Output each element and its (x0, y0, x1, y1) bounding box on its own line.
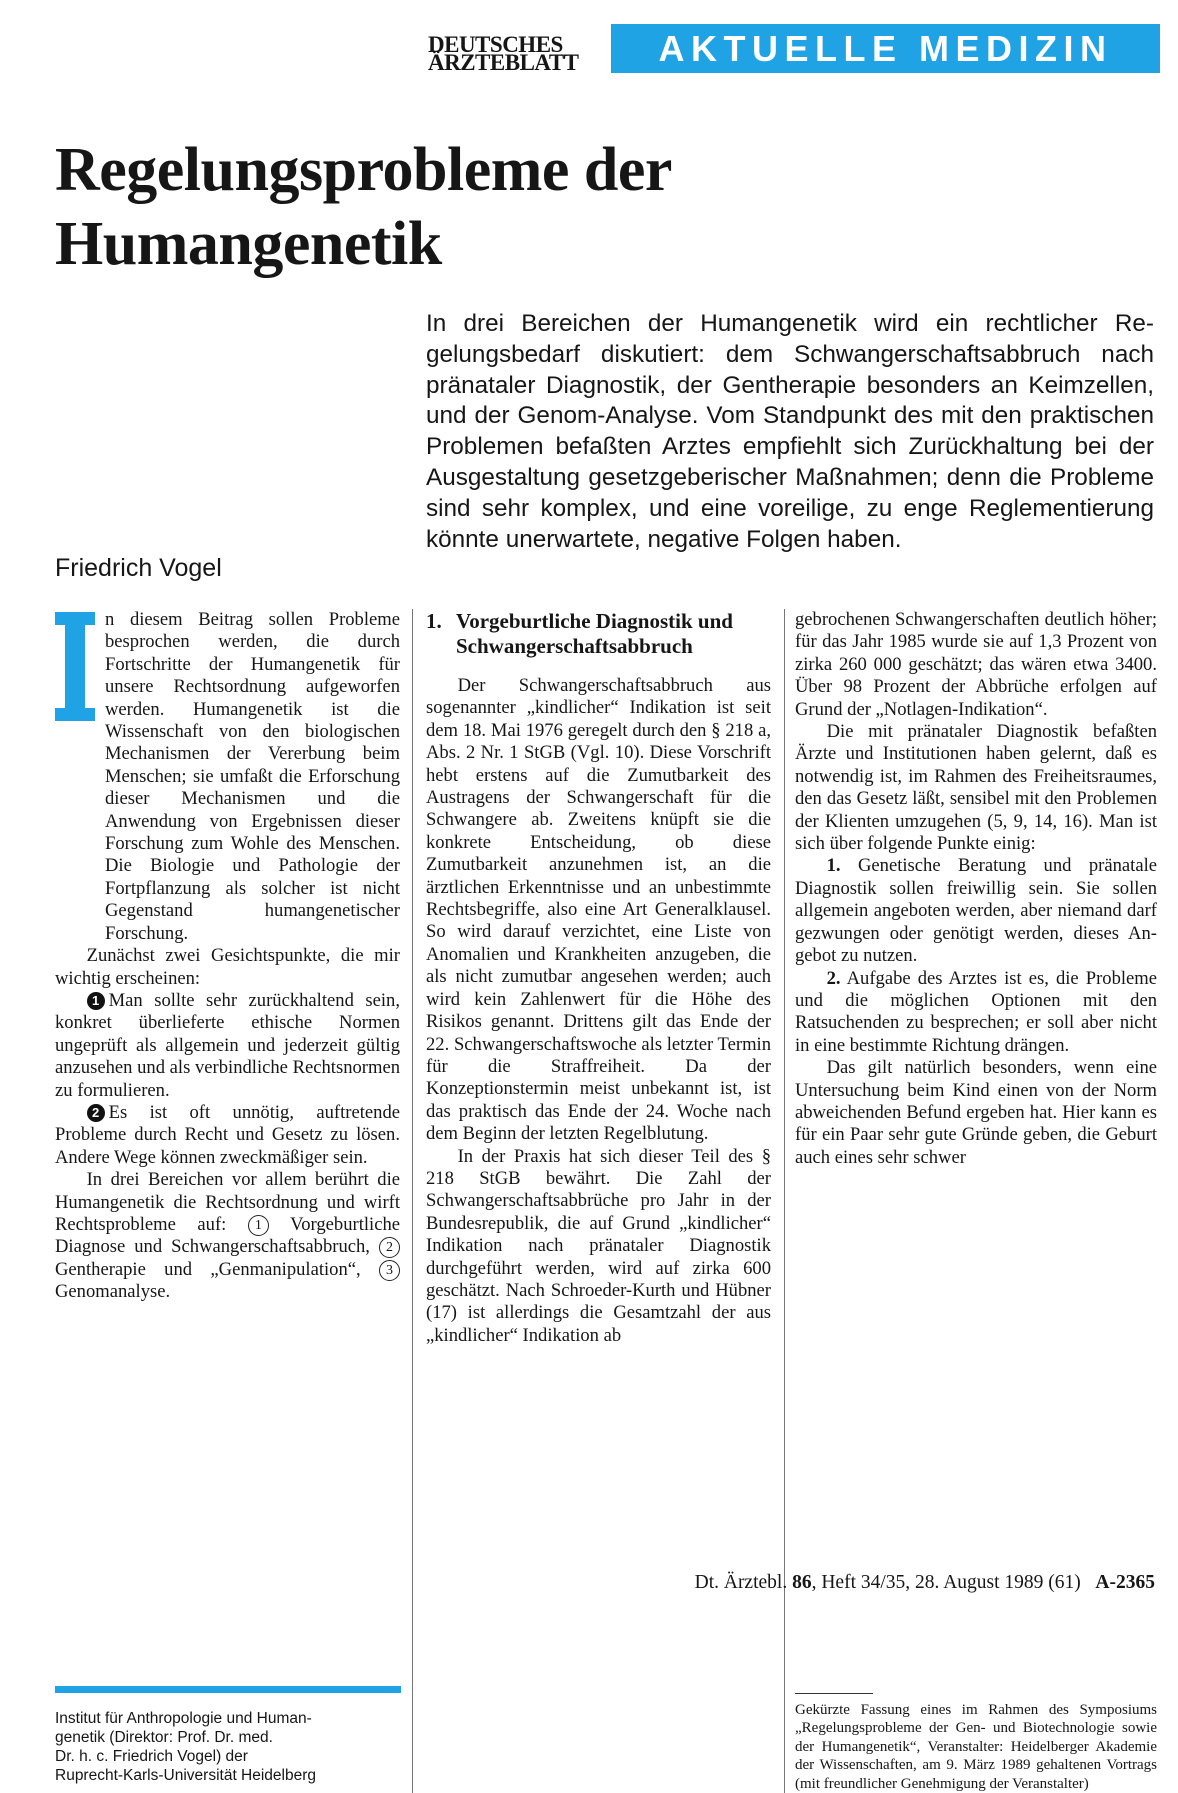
section-banner: AKTUELLE MEDIZIN (611, 24, 1160, 73)
col3-paragraph-1: gebrochenen Schwangerschaften deutlich höher; für das Jahr 1985 wurde sie auf 1,3 Prozent von zirka 260 000 geschätzt; das wären etwa 3400. Über 98 Prozent der Abbrüche erfolgen auf Grund der „Notlagen-Indikation“. (795, 609, 1157, 720)
article-column-3 (795, 609, 1157, 1169)
col3-point-1-number: 1. (826, 855, 841, 877)
col1-paragraph-3 (55, 1169, 400, 1303)
section-heading-text: Vorgeburtliche Diagnostik und Schwangerschaftsabbruch (456, 609, 733, 658)
page-title (55, 133, 1155, 281)
col3-point-2-text: Aufgabe des Arztes ist es, die Probleme und die möglichen Optionen mit den Ratsuchenden zu besprechen; er soll aber nicht in eine bestimmte Richtung drängen. (795, 967, 1158, 1056)
affiliation-line-4: Ruprecht-Karls-Universität Heidelberg (55, 1767, 317, 1784)
footer-journal: Dt. Ärztebl. (694, 1572, 788, 1593)
section-heading-number: 1. (426, 609, 442, 633)
author-name: Friedrich Vogel (55, 554, 222, 582)
article-column-2 (426, 609, 771, 1347)
footer-volume: 86 (792, 1572, 812, 1593)
circled-number-3: 3 (379, 1260, 400, 1281)
affiliation-line-1: Institut für Anthropologie und Human- (55, 1710, 312, 1727)
col3-point-2 (795, 968, 1157, 1058)
article-column-1 (55, 609, 400, 1304)
col2-paragraph-1: Der Schwangerschaftsabbruch aus sogenannter „kindlicher“ Indikation ist seit dem 18. Mai 1976 geregelt durch den § 218 a, Abs. 2 Nr. 1 StGB (Vgl. 10). Diese Vorschrift hebt erstens auf die Zumutbarkeit des Austragens der Schwangerschaft für die Schwangere ab. Zweitens knüpft sie die konkrete Entscheidung, ob diese Zumutbarkeit anzunehmen ist, an die ärztlichen Erkenntnisse und an unbestimmte Rechtsbegriffe, also eine Art Generalklausel. So wird darauf verzichtet, eine Liste von Anomalien und Krankheiten anzugeben, die als nicht zumutbar angesehen werden; auch wird kein Zahlenwert für die Höhe des Risikos genannt. Drittens gilt das Ende der 22. Schwangerschaftswoche als letzter Termin für die Straffreiheit. Da der Konzeptionstermin meist unbekannt ist, ist das praktisch das Ende der 24. Woche nach dem Beginn der letzten Regelblutung. (426, 675, 771, 1145)
circled-number-2: 2 (379, 1237, 400, 1258)
col1-point-1 (55, 990, 400, 1102)
section-heading (426, 609, 771, 659)
lead-paragraph: In drei Bereichen der Humangenetik wird ein rechtlicher Regelungsbedarf diskutiert: dem Schwangerschaftsabbruch nach pränataler Diagnostik, der Gentherapie besonders an Keimzellen, und der Genom-Analyse. Vom Standpunkt des mit den praktischen Problemen befaßten Arztes empfiehlt sich Zurückhaltung bei der Ausgestaltung gesetzgeberischer Maßnahmen; denn die Probleme sind sehr komplex, und eine voreilige, zu enge Reglementierung könnte unerwartete, negative Folgen haben. (426, 310, 1154, 553)
title-line-1: Regelungsprobleme der (55, 136, 672, 204)
masthead-line-1: DEUTSCHES (428, 32, 563, 57)
title-line-2: Humangenetik (55, 210, 442, 278)
affiliation-line-3: Dr. h. c. Friedrich Vogel) der (55, 1748, 248, 1765)
p3-topic-1: Vorgeburtliche Diagnose und Schwangerschaftsabbruch, (55, 1213, 400, 1258)
footer-page-number: A-2365 (1095, 1572, 1155, 1593)
point-1-text: Man sollte sehr zurückhaltend sein, konkret überlieferte ethische Normen ungeprüft als allgemein und jederzeit gültig anzusehen und als verbindliche Rechtsnormen zu formulieren. (55, 989, 400, 1101)
col3-point-2-number: 2. (826, 967, 841, 989)
circled-number-1: 1 (248, 1215, 269, 1236)
footnote-rule (795, 1693, 873, 1694)
affiliation-line-2: genetik (Direktor: Prof. Dr. med. (55, 1729, 273, 1746)
point-1-badge: 1 (87, 992, 105, 1010)
col1-paragraph-2: Zunächst zwei Gesichtspunkte, die mir wichtig erscheinen: (55, 945, 400, 989)
point-2-text: Es ist oft unnötig, auftretende Probleme durch Recht und Gesetz zu lösen. Andere Wege können zweckmäßiger sein. (55, 1101, 400, 1168)
col1-paragraph-1: n diesem Beitrag sollen Probleme besprochen werden, die durch Fortschritte der Humangenetik für unsere Rechtsordnung aufgeworfen werden. Humangenetik ist die Wissenschaft von den biologischen Mechanismen der Vererbung beim Menschen; sie umfaßt die Erforschung dieser Mechanismen und die Anwendung von Ergebnissen dieser Forschung zum Wohle des Menschen. Die Biologie und Pathologie der Fortpflanzung als solcher ist nicht Gegenstand humangenetischer Forschung. (105, 609, 400, 944)
col2-paragraph-2: In der Praxis hat sich dieser Teil des § 218 StGB bewährt. Die Zahl der Schwangerschaftsabbrüche pro Jahr in der Bundesrepublik, die auf Grund „kindlicher“ Indikation nach pränataler Diagnostik durchgeführt werden, wird auf zirka 600 geschätzt. Nach Schroeder-Kurth und Hübner (17) ist allerdings die Gesamtzahl der aus „kindlicher“ Indikation ab (426, 1145, 771, 1346)
affiliation-divider (55, 1686, 401, 1693)
p3-topic-3: Genomanalyse. (55, 1281, 171, 1303)
footer-issue: , Heft 34/35, 28. August 1989 (61) (811, 1572, 1081, 1593)
point-2-badge: 2 (87, 1104, 105, 1122)
masthead-line-2: ÄRZTEBLATT (428, 49, 579, 75)
journal-masthead (428, 32, 606, 75)
footnote: Gekürzte Fassung eines im Rahmen des Symposiums „Regelungsprobleme der Gen- und Biotechnologie sowie der Humangenetik“, Veranstalter: Heidelberger Akademie der Wissenschaften, am 9. März 1989 gehaltenen Vortrags (mit freundlicher Genehmigung der Veranstalter) (795, 1702, 1157, 1792)
p3-intro: In drei Bereichen vor allem berührt die Humangenetik die Rechtsordnung und wirft Rechtsprobleme auf: (55, 1169, 400, 1235)
column-divider-2 (784, 609, 785, 1793)
column-divider-1 (412, 609, 413, 1793)
col3-paragraph-3: Das gilt natürlich besonders, wenn eine Untersuchung beim Kind einen von der Norm abweichenden Befund ergeben hat. Hier kann es für ein Paar sehr gute Gründe geben, die Geburt auch eines sehr schwer (795, 1057, 1157, 1168)
col3-paragraph-2: Die mit pränataler Diagnostik befaßten Ärzte und Institutionen haben gelernt, daß es notwendig ist, im Rahmen des Freiheitsraumes, den das Gesetz läßt, sensibel mit den Problemen der Klienten umzugehen (5, 9, 14, 16). Man ist sich über folgende Punkte einig: (795, 721, 1157, 855)
col1-point-2 (55, 1102, 400, 1169)
col3-point-1-text: Genetische Beratung und pränatale Diagnostik sollen freiwillig sein. Sie sollen allgemein angeboten werden, aber niemand darf gezwungen oder genötigt werden, dieses Angebot zu nutzen. (795, 855, 1157, 967)
p3-topic-2: Gentherapie und „Genmanipulation“, (55, 1258, 361, 1280)
author-affiliation (55, 1709, 401, 1785)
col3-point-1 (795, 855, 1157, 967)
page-footer (622, 1572, 1155, 1594)
